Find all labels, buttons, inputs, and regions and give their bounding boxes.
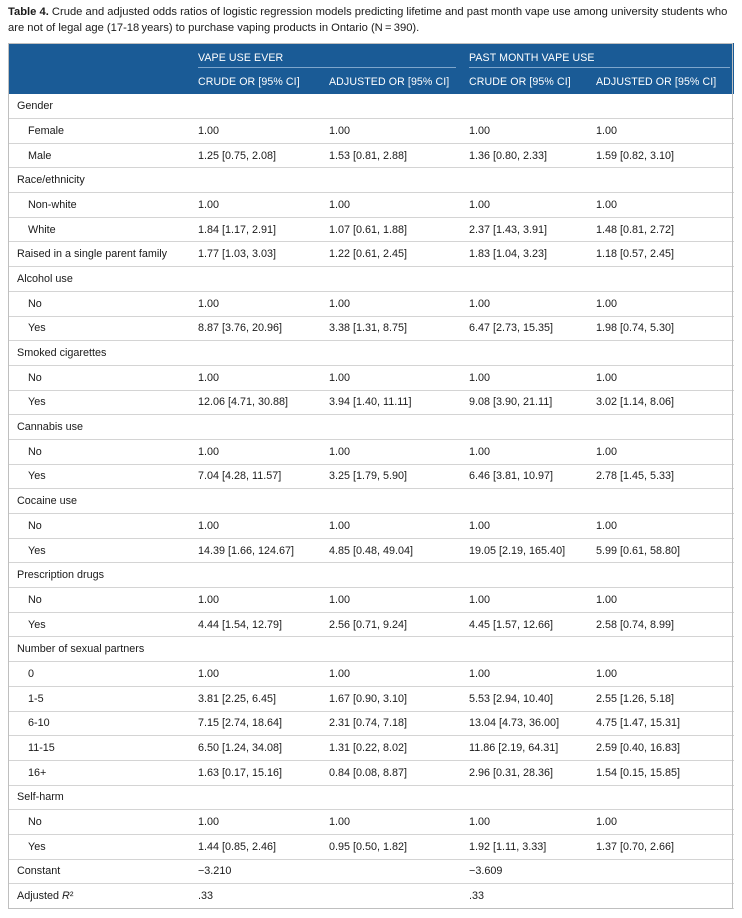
table-row <box>8 834 734 859</box>
adjusted-ever-cell <box>320 637 460 662</box>
header-group-vape-use-ever <box>189 43 460 70</box>
adjusted-past-month-cell: 2.58 [0.74, 8.99] <box>587 612 734 637</box>
adjusted-past-month-cell: 1.00 <box>587 810 734 835</box>
table-row <box>8 588 734 613</box>
adjusted-ever-cell: 2.56 [0.71, 9.24] <box>320 612 460 637</box>
crude-past-month-cell: 1.00 <box>460 439 587 464</box>
crude-ever-cell: 1.63 [0.17, 15.16] <box>189 760 320 785</box>
row-label: No <box>8 588 189 613</box>
crude-past-month-cell <box>460 168 587 193</box>
crude-past-month-cell: 1.83 [1.04, 3.23] <box>460 242 587 267</box>
header-adjusted-1: ADJUSTED OR [95% CI] <box>320 70 460 94</box>
adjusted-past-month-cell: 2.59 [0.40, 16.83] <box>587 736 734 761</box>
header-adjusted-2: ADJUSTED OR [95% CI] <box>587 70 734 94</box>
table-row <box>8 415 734 440</box>
row-label: Self-harm <box>8 785 189 810</box>
row-label: Male <box>8 143 189 168</box>
crude-ever-cell: 1.00 <box>189 588 320 613</box>
table-caption-text: Crude and adjusted odds ratios of logistic regression models predicting lifetime and past month vape use among university students who are not of legal age (17-18 years) to purchase vaping products in Ontario (N = 390). <box>8 6 728 34</box>
table-row <box>8 612 734 637</box>
adjusted-ever-cell <box>320 489 460 514</box>
crude-ever-cell: 8.87 [3.76, 20.96] <box>189 316 320 341</box>
crude-past-month-cell <box>460 94 587 119</box>
row-label: Cocaine use <box>8 489 189 514</box>
adjusted-ever-cell <box>320 859 460 884</box>
table-row <box>8 637 734 662</box>
adjusted-past-month-cell <box>587 415 734 440</box>
row-label: Female <box>8 119 189 144</box>
table-caption <box>8 4 736 36</box>
odds-ratio-table <box>8 43 734 909</box>
adjusted-past-month-cell: 1.54 [0.15, 15.85] <box>587 760 734 785</box>
adjusted-ever-cell: 3.38 [1.31, 8.75] <box>320 316 460 341</box>
adjusted-past-month-cell <box>587 341 734 366</box>
adjusted-ever-cell: 1.31 [0.22, 8.02] <box>320 736 460 761</box>
table-row <box>8 341 734 366</box>
adjusted-past-month-cell: 1.00 <box>587 193 734 218</box>
row-label: Number of sexual partners <box>8 637 189 662</box>
adjusted-ever-cell: 1.67 [0.90, 3.10] <box>320 686 460 711</box>
row-label: No <box>8 810 189 835</box>
table-row <box>8 217 734 242</box>
adjusted-ever-cell: 1.00 <box>320 514 460 539</box>
adjusted-past-month-cell: 2.78 [1.45, 5.33] <box>587 464 734 489</box>
adjusted-past-month-cell: 1.48 [0.81, 2.72] <box>587 217 734 242</box>
table-row <box>8 810 734 835</box>
crude-past-month-cell: 1.00 <box>460 810 587 835</box>
crude-ever-cell <box>189 489 320 514</box>
adjusted-ever-cell: 1.00 <box>320 365 460 390</box>
adjusted-past-month-cell: 1.00 <box>587 588 734 613</box>
row-label: 11-15 <box>8 736 189 761</box>
crude-past-month-cell: 1.00 <box>460 514 587 539</box>
adjusted-past-month-cell: 3.02 [1.14, 8.06] <box>587 390 734 415</box>
table-row <box>8 267 734 292</box>
adjusted-ever-cell <box>320 94 460 119</box>
crude-past-month-cell: 6.46 [3.81, 10.97] <box>460 464 587 489</box>
adjusted-past-month-cell <box>587 267 734 292</box>
table-row <box>8 365 734 390</box>
adjusted-ever-cell: 1.00 <box>320 588 460 613</box>
header-group-past-month-label: PAST MONTH VAPE USE <box>469 52 730 68</box>
row-label: 1-5 <box>8 686 189 711</box>
adjusted-past-month-cell: 1.00 <box>587 439 734 464</box>
adjusted-ever-cell: 0.84 [0.08, 8.87] <box>320 760 460 785</box>
table-row <box>8 119 734 144</box>
crude-ever-cell: 1.00 <box>189 119 320 144</box>
adjusted-past-month-cell <box>587 785 734 810</box>
adjusted-past-month-cell: 1.00 <box>587 119 734 144</box>
row-label: 16+ <box>8 760 189 785</box>
table-row <box>8 884 734 909</box>
crude-ever-cell <box>189 563 320 588</box>
adjusted-past-month-cell <box>587 563 734 588</box>
crude-past-month-cell <box>460 267 587 292</box>
adjusted-ever-cell <box>320 415 460 440</box>
table-row <box>8 439 734 464</box>
adjusted-past-month-cell: 5.99 [0.61, 58.80] <box>587 538 734 563</box>
crude-past-month-cell <box>460 637 587 662</box>
crude-ever-cell: 1.84 [1.17, 2.91] <box>189 217 320 242</box>
row-label: No <box>8 365 189 390</box>
row-label: Adjusted R² <box>8 884 189 909</box>
table-row <box>8 662 734 687</box>
crude-ever-cell: .33 <box>189 884 320 909</box>
adjusted-past-month-cell: 4.75 [1.47, 15.31] <box>587 711 734 736</box>
crude-past-month-cell: 1.00 <box>460 193 587 218</box>
row-label: No <box>8 439 189 464</box>
crude-ever-cell: 1.25 [0.75, 2.08] <box>189 143 320 168</box>
table-header <box>8 43 734 94</box>
crude-past-month-cell: 2.37 [1.43, 3.91] <box>460 217 587 242</box>
crude-past-month-cell <box>460 563 587 588</box>
adjusted-ever-cell: 3.25 [1.79, 5.90] <box>320 464 460 489</box>
crude-past-month-cell: 1.00 <box>460 662 587 687</box>
adjusted-past-month-cell <box>587 168 734 193</box>
adjusted-past-month-cell <box>587 859 734 884</box>
crude-past-month-cell <box>460 785 587 810</box>
table-row <box>8 390 734 415</box>
adjusted-ever-cell: 1.53 [0.81, 2.88] <box>320 143 460 168</box>
crude-ever-cell: 4.44 [1.54, 12.79] <box>189 612 320 637</box>
crude-ever-cell: 1.00 <box>189 810 320 835</box>
crude-ever-cell <box>189 785 320 810</box>
table-row <box>8 538 734 563</box>
adjusted-past-month-cell <box>587 94 734 119</box>
adjusted-ever-cell: 1.00 <box>320 662 460 687</box>
crude-past-month-cell: 1.00 <box>460 291 587 316</box>
crude-ever-cell <box>189 341 320 366</box>
adjusted-past-month-cell: 2.55 [1.26, 5.18] <box>587 686 734 711</box>
crude-past-month-cell: −3.609 <box>460 859 587 884</box>
crude-past-month-cell <box>460 341 587 366</box>
crude-ever-cell: 1.00 <box>189 193 320 218</box>
crude-past-month-cell: 2.96 [0.31, 28.36] <box>460 760 587 785</box>
row-label: Gender <box>8 94 189 119</box>
adjusted-past-month-cell: 1.00 <box>587 291 734 316</box>
table-row <box>8 168 734 193</box>
adjusted-ever-cell <box>320 563 460 588</box>
adjusted-ever-cell: 0.95 [0.50, 1.82] <box>320 834 460 859</box>
adjusted-ever-cell: 1.00 <box>320 439 460 464</box>
crude-ever-cell: 14.39 [1.66, 124.67] <box>189 538 320 563</box>
header-group-past-month <box>460 43 734 70</box>
adjusted-past-month-cell <box>587 884 734 909</box>
crude-past-month-cell: 19.05 [2.19, 165.40] <box>460 538 587 563</box>
row-label: Yes <box>8 316 189 341</box>
crude-past-month-cell: 1.00 <box>460 365 587 390</box>
row-label: Yes <box>8 834 189 859</box>
table-row <box>8 242 734 267</box>
row-label: 6-10 <box>8 711 189 736</box>
row-label: Constant <box>8 859 189 884</box>
table-label: Table 4. <box>8 6 49 18</box>
table-row <box>8 316 734 341</box>
crude-past-month-cell: 11.86 [2.19, 64.31] <box>460 736 587 761</box>
table-row <box>8 291 734 316</box>
row-label: Cannabis use <box>8 415 189 440</box>
row-label: Smoked cigarettes <box>8 341 189 366</box>
crude-ever-cell: 6.50 [1.24, 34.08] <box>189 736 320 761</box>
crude-ever-cell: 1.00 <box>189 291 320 316</box>
header-empty <box>8 43 189 70</box>
adjusted-ever-cell <box>320 267 460 292</box>
adjusted-past-month-cell: 1.00 <box>587 365 734 390</box>
crude-past-month-cell: 1.00 <box>460 588 587 613</box>
crude-past-month-cell: 1.36 [0.80, 2.33] <box>460 143 587 168</box>
adjusted-past-month-cell: 1.98 [0.74, 5.30] <box>587 316 734 341</box>
crude-ever-cell: −3.210 <box>189 859 320 884</box>
adjusted-ever-cell <box>320 341 460 366</box>
crude-ever-cell <box>189 267 320 292</box>
adjusted-ever-cell: 1.22 [0.61, 2.45] <box>320 242 460 267</box>
table-row <box>8 94 734 119</box>
row-label: Yes <box>8 612 189 637</box>
crude-ever-cell <box>189 168 320 193</box>
crude-ever-cell: 7.15 [2.74, 18.64] <box>189 711 320 736</box>
crude-ever-cell: 3.81 [2.25, 6.45] <box>189 686 320 711</box>
table-row <box>8 563 734 588</box>
table-row <box>8 785 734 810</box>
adjusted-ever-cell <box>320 785 460 810</box>
adjusted-ever-cell: 1.00 <box>320 119 460 144</box>
row-label: Yes <box>8 538 189 563</box>
crude-ever-cell <box>189 415 320 440</box>
crude-ever-cell: 1.00 <box>189 514 320 539</box>
crude-past-month-cell: 6.47 [2.73, 15.35] <box>460 316 587 341</box>
adjusted-past-month-cell <box>587 489 734 514</box>
crude-past-month-cell <box>460 489 587 514</box>
table-row <box>8 489 734 514</box>
crude-ever-cell: 1.00 <box>189 439 320 464</box>
row-label: No <box>8 514 189 539</box>
table-body <box>8 94 734 909</box>
crude-ever-cell: 7.04 [4.28, 11.57] <box>189 464 320 489</box>
table-row <box>8 736 734 761</box>
adjusted-ever-cell: 1.00 <box>320 193 460 218</box>
adjusted-ever-cell: 1.07 [0.61, 1.88] <box>320 217 460 242</box>
row-label: Prescription drugs <box>8 563 189 588</box>
adjusted-ever-cell: 1.00 <box>320 291 460 316</box>
header-crude-1: CRUDE OR [95% CI] <box>189 70 320 94</box>
crude-ever-cell: 1.44 [0.85, 2.46] <box>189 834 320 859</box>
crude-past-month-cell: 13.04 [4.73, 36.00] <box>460 711 587 736</box>
adjusted-past-month-cell <box>587 637 734 662</box>
table-row <box>8 686 734 711</box>
row-label: Race/ethnicity <box>8 168 189 193</box>
row-label: Yes <box>8 464 189 489</box>
table-row <box>8 859 734 884</box>
crude-ever-cell: 1.00 <box>189 662 320 687</box>
table-row <box>8 760 734 785</box>
adjusted-past-month-cell: 1.59 [0.82, 3.10] <box>587 143 734 168</box>
adjusted-ever-cell <box>320 168 460 193</box>
crude-ever-cell <box>189 637 320 662</box>
header-group-vape-use-ever-label: VAPE USE EVER <box>198 52 456 68</box>
crude-past-month-cell: .33 <box>460 884 587 909</box>
crude-past-month-cell: 1.92 [1.11, 3.33] <box>460 834 587 859</box>
adjusted-ever-cell: 3.94 [1.40, 11.11] <box>320 390 460 415</box>
crude-past-month-cell: 9.08 [3.90, 21.11] <box>460 390 587 415</box>
adjusted-ever-cell <box>320 884 460 909</box>
adjusted-past-month-cell: 1.00 <box>587 514 734 539</box>
table-row <box>8 514 734 539</box>
table-row <box>8 193 734 218</box>
adjusted-past-month-cell: 1.18 [0.57, 2.45] <box>587 242 734 267</box>
crude-past-month-cell <box>460 415 587 440</box>
header-empty-2 <box>8 70 189 94</box>
crude-ever-cell: 12.06 [4.71, 30.88] <box>189 390 320 415</box>
adjusted-past-month-cell: 1.00 <box>587 662 734 687</box>
crude-past-month-cell: 1.00 <box>460 119 587 144</box>
adjusted-past-month-cell: 1.37 [0.70, 2.66] <box>587 834 734 859</box>
table-row <box>8 711 734 736</box>
crude-past-month-cell: 4.45 [1.57, 12.66] <box>460 612 587 637</box>
row-label: 0 <box>8 662 189 687</box>
adjusted-ever-cell: 2.31 [0.74, 7.18] <box>320 711 460 736</box>
row-label: No <box>8 291 189 316</box>
row-label: Raised in a single parent family <box>8 242 189 267</box>
table-row <box>8 143 734 168</box>
row-label: Non-white <box>8 193 189 218</box>
row-label: White <box>8 217 189 242</box>
row-label: Alcohol use <box>8 267 189 292</box>
header-crude-2: CRUDE OR [95% CI] <box>460 70 587 94</box>
table-row <box>8 464 734 489</box>
crude-ever-cell <box>189 94 320 119</box>
crude-past-month-cell: 5.53 [2.94, 10.40] <box>460 686 587 711</box>
adjusted-ever-cell: 4.85 [0.48, 49.04] <box>320 538 460 563</box>
adjusted-ever-cell: 1.00 <box>320 810 460 835</box>
crude-ever-cell: 1.77 [1.03, 3.03] <box>189 242 320 267</box>
row-label: Yes <box>8 390 189 415</box>
crude-ever-cell: 1.00 <box>189 365 320 390</box>
